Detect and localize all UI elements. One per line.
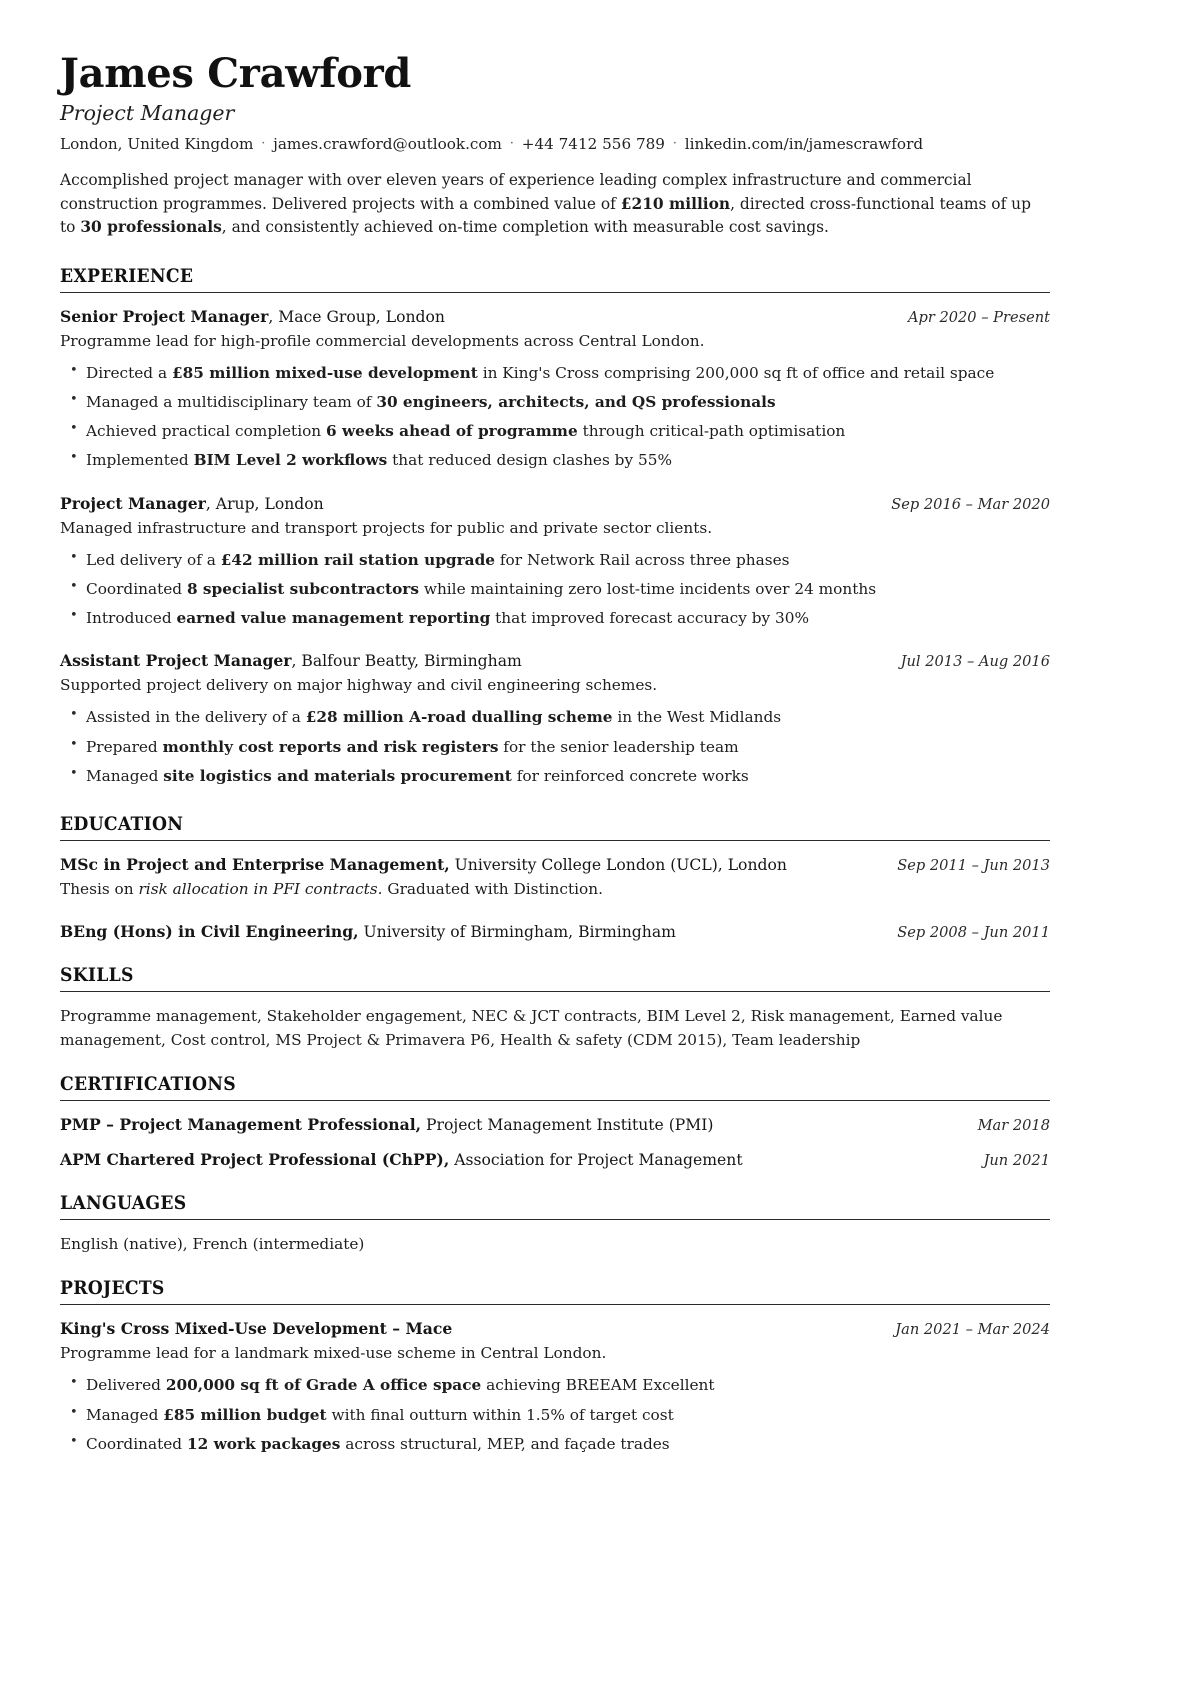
school-name: University College London (UCL), London: [449, 856, 787, 875]
degree-name: BEng (Hons) in Civil Engineering,: [60, 922, 359, 942]
contact-separator-icon: ·: [672, 136, 677, 152]
job-summary: Supported project delivery on major highway and civil engineering schemes.: [60, 676, 658, 695]
job-role: Senior Project Manager: [60, 306, 269, 326]
body-text: , and consistently achieved on-time completion with measurable cost savings.: [221, 218, 829, 237]
bullet-item: [60, 391, 1050, 414]
body-text: across structural, MEP, and façade trades: [340, 1434, 670, 1453]
entry-date: Jul 2013 – Aug 2016: [900, 653, 1050, 671]
contact-separator-icon: ·: [261, 136, 266, 152]
emphasis-text: 200,000 sq ft of Grade A office space: [165, 1376, 482, 1395]
experience-entry: [60, 306, 1050, 473]
body-text: Achieved practical completion: [86, 422, 327, 441]
entry-date: Sep 2016 – Mar 2020: [891, 495, 1050, 513]
emphasis-text: £85 million mixed-use development: [171, 363, 478, 382]
body-text: . Graduated with Distinction.: [377, 880, 603, 899]
experience-entry: [60, 493, 1050, 631]
education-entries: [60, 854, 1050, 943]
job-title-line: [60, 493, 873, 515]
certification-title-line: [60, 1114, 960, 1136]
contact-line: [60, 134, 1050, 155]
body-text: Prepared: [86, 737, 163, 756]
contact-location: London, United Kingdom: [60, 135, 254, 154]
skills-list: Programme management, Stakeholder engagement, NEC & JCT contracts, BIM Level 2, Risk management, Earned value management, Cost control, MS Project & Primavera P6, Health & safety (CDM 2015), Team leadership: [60, 1007, 1003, 1049]
bullet-item: [60, 1404, 1050, 1427]
professional-summary: [60, 169, 1050, 240]
section-projects: [60, 1278, 1050, 1456]
entry-date: Sep 2011 – Jun 2013: [897, 857, 1050, 875]
section-rule: [60, 1100, 1050, 1101]
entry-date: Jun 2021: [983, 1151, 1050, 1169]
job-organisation: , Arup, London: [205, 494, 324, 513]
body-text: Managed a multidisciplinary team of: [86, 392, 377, 411]
entry-header: [60, 1149, 1050, 1171]
section-title-languages: LANGUAGES: [60, 1192, 187, 1214]
entry-date: Sep 2008 – Jun 2011: [897, 924, 1050, 942]
contact-email[interactable]: james.crawford@outlook.com: [273, 135, 502, 154]
bullet-item: [60, 578, 1050, 601]
section-rule: [60, 991, 1050, 992]
section-title-experience: EXPERIENCE: [60, 265, 194, 287]
emphasis-text: 6 weeks ahead of programme: [326, 422, 578, 441]
entry-date: Apr 2020 – Present: [907, 308, 1050, 326]
emphasis-text: £42 million rail station upgrade: [220, 550, 496, 569]
job-summary: Managed infrastructure and transport projects for public and private sector clients.: [60, 518, 713, 537]
body-text: through critical-path optimisation: [577, 422, 846, 441]
job-summary: Programme lead for high-profile commercial developments across Central London.: [60, 331, 705, 350]
emphasis-text: £210 million: [620, 194, 731, 213]
section-rule: [60, 1219, 1050, 1220]
emphasis-text: 8 specialist subcontractors: [186, 579, 419, 598]
school-name: University of Birmingham, Birmingham: [358, 923, 676, 942]
languages-list: English (native), French (intermediate): [60, 1234, 365, 1253]
certification-entries: [60, 1114, 1050, 1171]
body-text: that improved forecast accuracy by 30%: [490, 609, 810, 628]
section-title-certifications: CERTIFICATIONS: [60, 1073, 236, 1095]
contact-separator-icon: ·: [509, 136, 514, 152]
project-name: King's Cross Mixed-Use Development – Mace: [60, 1319, 453, 1339]
section-skills: [60, 965, 1050, 1052]
body-text: Accomplished project manager with over eleven years of experience leading complex infrastructure and commercial construction programmes. Delivered projects with a combined value of: [60, 170, 972, 213]
bullet-list: [60, 549, 1050, 631]
bullet-item: [60, 362, 1050, 385]
resume-sheet: [60, 52, 1050, 1456]
body-text: Assisted in the delivery of a: [86, 708, 306, 727]
body-text: for the senior leadership team: [498, 737, 739, 756]
certification-entry: [60, 1149, 1050, 1171]
emphasis-text: site logistics and materials procurement: [163, 766, 512, 785]
emphasis-text: 30 engineers, architects, and QS professionals: [376, 392, 776, 411]
section-rule: [60, 1304, 1050, 1305]
job-organisation: , Mace Group, London: [268, 307, 445, 326]
body-text: in the West Midlands: [612, 708, 782, 727]
job-title-line: [60, 650, 883, 672]
degree-name: MSc in Project and Enterprise Management,: [60, 855, 450, 875]
bullet-item: [60, 1374, 1050, 1397]
bullet-list: [60, 1374, 1050, 1456]
certification-name: PMP – Project Management Professional,: [60, 1114, 422, 1134]
certification-issuer: Association for Project Management: [449, 1150, 743, 1169]
body-text: that reduced design clashes by 55%: [387, 451, 672, 470]
section-languages: [60, 1193, 1050, 1256]
education-entry: [60, 921, 1050, 943]
experience-entry: [60, 650, 1050, 788]
entry-header: [60, 1114, 1050, 1136]
job-title-line: [60, 306, 890, 328]
body-text: , directed cross-functional teams of up to: [60, 194, 1031, 237]
project-summary: Programme lead for a landmark mixed-use scheme in Central London.: [60, 1344, 607, 1363]
job-role: Assistant Project Manager: [60, 651, 292, 671]
body-text: while maintaining zero lost-time incidents over 24 months: [418, 579, 877, 598]
project-title-line: [60, 1318, 877, 1340]
bullet-item: [60, 449, 1050, 472]
bullet-item: [60, 765, 1050, 788]
education-note: [60, 878, 1050, 901]
entry-header: [60, 493, 1050, 515]
bullet-item: [60, 420, 1050, 443]
experience-entries: [60, 306, 1050, 788]
entry-date: Mar 2018: [977, 1116, 1050, 1134]
body-text: Led delivery of a: [86, 550, 221, 569]
bullet-item: [60, 607, 1050, 630]
body-text: for reinforced concrete works: [511, 766, 749, 785]
entry-header: [60, 854, 1050, 876]
education-entry: [60, 854, 1050, 901]
emphasis-text: £28 million A-road dualling scheme: [305, 708, 613, 727]
body-text: with final outturn within 1.5% of target cost: [326, 1405, 674, 1424]
entry-header: [60, 650, 1050, 672]
section-title-projects: PROJECTS: [60, 1278, 165, 1300]
body-text: Managed: [86, 1405, 164, 1424]
bullet-item: [60, 549, 1050, 572]
education-title-line: [60, 921, 879, 943]
section-title-skills: SKILLS: [60, 965, 134, 987]
job-organisation: , Balfour Beatty, Birmingham: [291, 652, 522, 671]
body-text: Directed a: [86, 363, 172, 382]
education-title-line: [60, 854, 879, 876]
entry-header: [60, 306, 1050, 328]
section-experience: [60, 266, 1050, 788]
certification-name: APM Chartered Project Professional (ChPP),: [60, 1149, 450, 1169]
body-text: achieving BREEAM Excellent: [481, 1376, 715, 1395]
section-rule: [60, 840, 1050, 841]
emphasis-text: monthly cost reports and risk registers: [162, 737, 499, 756]
contact-phone[interactable]: +44 7412 556 789: [521, 135, 665, 154]
entry-header: [60, 921, 1050, 943]
emphasis-text: £85 million budget: [163, 1405, 327, 1424]
project-entry: [60, 1318, 1050, 1456]
bullet-item: [60, 706, 1050, 729]
emphasis-text: BIM Level 2 workflows: [193, 451, 388, 470]
emphasis-text: 30 professionals: [80, 218, 222, 237]
bullet-item: [60, 1433, 1050, 1456]
certification-entry: [60, 1114, 1050, 1136]
certification-title-line: [60, 1149, 966, 1171]
job-role: Project Manager: [60, 493, 206, 513]
body-text: Implemented: [86, 451, 194, 470]
emphasis-text: earned value management reporting: [176, 609, 491, 628]
body-text: Delivered: [86, 1376, 166, 1395]
body-text: for Network Rail across three phases: [495, 550, 790, 569]
body-text: Managed: [86, 766, 164, 785]
section-title-education: EDUCATION: [60, 814, 184, 836]
entry-date: Jan 2021 – Mar 2024: [895, 1321, 1050, 1339]
bullet-item: [60, 736, 1050, 759]
entry-header: [60, 1318, 1050, 1340]
bullet-list: [60, 362, 1050, 473]
bullet-list: [60, 706, 1050, 788]
section-education: [60, 814, 1050, 943]
body-text: Coordinated: [86, 579, 187, 598]
section-certifications: [60, 1074, 1050, 1171]
italic-text: risk allocation in PFI contracts: [138, 880, 378, 899]
candidate-name: James Crawford: [60, 50, 412, 97]
section-rule: [60, 292, 1050, 293]
certification-issuer: Project Management Institute (PMI): [421, 1115, 714, 1134]
project-entries: [60, 1318, 1050, 1456]
contact-linkedin[interactable]: linkedin.com/in/jamescrawford: [684, 135, 924, 154]
candidate-headline: Project Manager: [60, 100, 235, 125]
body-text: in King's Cross comprising 200,000 sq ft of office and retail space: [477, 363, 995, 382]
resume-header: [60, 52, 1050, 240]
emphasis-text: 12 work packages: [186, 1434, 341, 1453]
body-text: Introduced: [86, 609, 177, 628]
body-text: Coordinated: [86, 1434, 187, 1453]
body-text: Thesis on: [60, 880, 139, 899]
